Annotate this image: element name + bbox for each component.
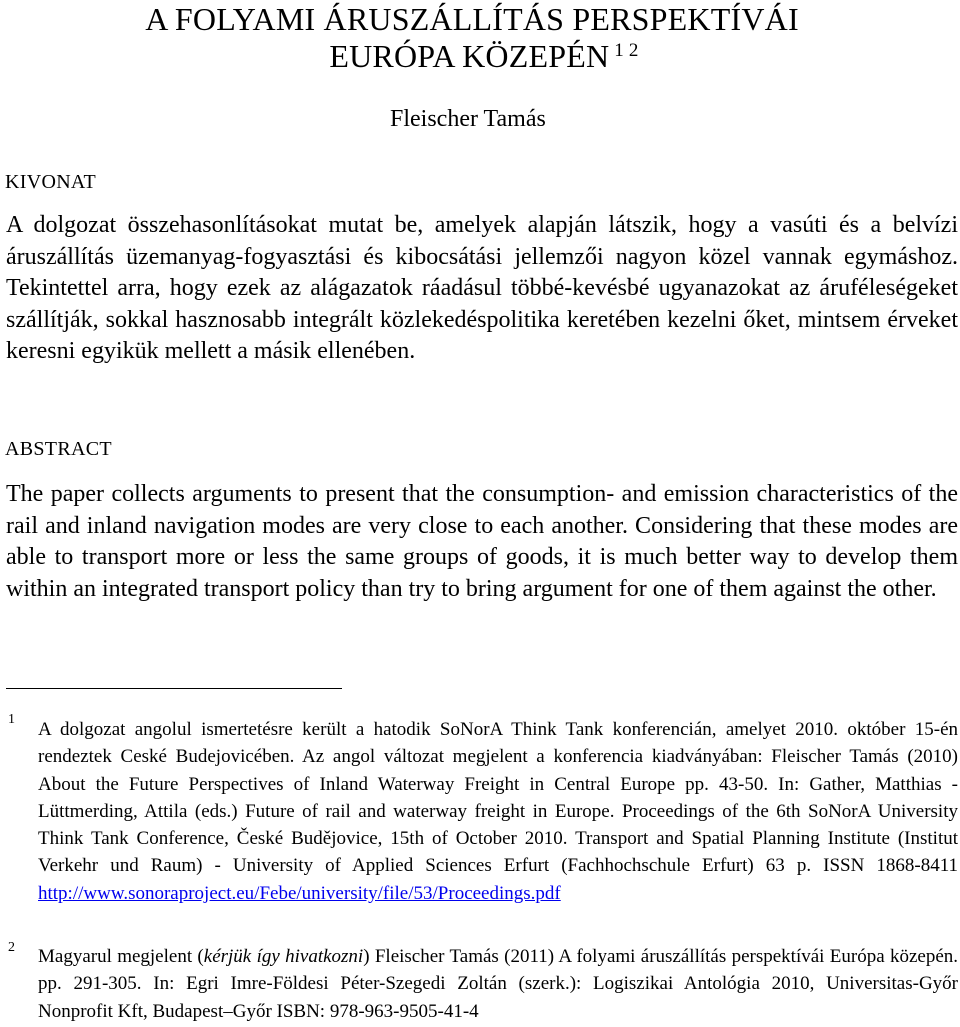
kivonat-heading: KIVONAT <box>5 171 96 193</box>
footnote-1 <box>38 716 958 907</box>
footnote-2-text-before: Magyarul megjelent ( <box>38 946 204 967</box>
kivonat-paragraph: A dolgozat összehasonlításokat mutat be, amelyek alapján látszik, hogy a vasúti és a belvízi áruszállítás üzemanyag-fogyasztási és kibocsátási jellemzői nagyon közel vannak egymáshoz. Tekintettel arra, hogy ezek az alágazatok ráadásul többé-kevésbé ugyanazokat az áruféleségeket szállítják, sokkal hasznosabb integrált közlekedéspolitika keretében kezelni őket, mintsem érveket keresni egyikük mellett a másik ellenében. <box>6 212 958 365</box>
footnote-1-text: A dolgozat angolul ismertetésre került a hatodik SoNorA Think Tank konferencián, amelyet 2010. október 15-én rendeztek Ceské Budejovicében. Az angol változat megjelent a konferencia kiadványában: Fleischer Tamás (2010) About the Future Perspectives of Inland Waterway Freight in Central Europe pp. 43-50. In: Gather, Matthias - Lüttmerding, Attila (eds.) Future of rail and waterway freight in Europe. Proceedings of the 6th SoNorA University Think Tank Conference, České Budějovice, 15th of October 2010. Transport and Spatial Planning Institute (Institut Verkehr und Raum) - University of Applied Sciences Erfurt (Fachhochschule Erfurt) 63 p. ISSN 1868-8411 <box>38 719 958 877</box>
footnote-2 <box>38 943 958 1025</box>
paper-title-line-2-text: EURÓPA KÖZEPÉN <box>329 38 610 74</box>
footnote-1-mark: 1 <box>8 712 15 727</box>
abstract-paragraph: The paper collects arguments to present that the consumption- and emission characteristics of the rail and inland navigation modes are very close to each another. Considering that these modes are able to transport more or less the same groups of goods, it is much better way to develop them within an integrated transport policy than try to bring argument for one of them against the other. <box>6 481 958 602</box>
title-footnote-refs: 1 2 <box>614 40 639 61</box>
author-name: Fleischer Tamás <box>390 106 546 132</box>
paper-title-line-1: A FOLYAMI ÁRUSZÁLLÍTÁS PERSPEKTÍVÁI <box>145 1 799 37</box>
paper-title-line-2 <box>4 38 960 80</box>
proceedings-link[interactable]: http://www.sonoraproject.eu/Febe/university/file/53/Proceedings.pdf <box>38 882 561 904</box>
footnote-2-italic: kérjük így hivatkozni <box>203 946 364 967</box>
abstract-heading: ABSTRACT <box>5 438 112 460</box>
footnote-2-text-after: ) Fleischer Tamás (2011) A folyami áruszállítás perspektívái Európa közepén. pp. 291-305. In: Egri Imre-Földesi Péter-Szegedi Zoltán (szerk.): Logiszikai Antológia 2010, Universitas-Győr Nonprofit Kft, Budapest–Győr ISBN: 978-963-9505-41-4 <box>38 946 958 1022</box>
footnote-separator <box>6 688 342 689</box>
footnote-2-mark: 2 <box>8 940 15 955</box>
